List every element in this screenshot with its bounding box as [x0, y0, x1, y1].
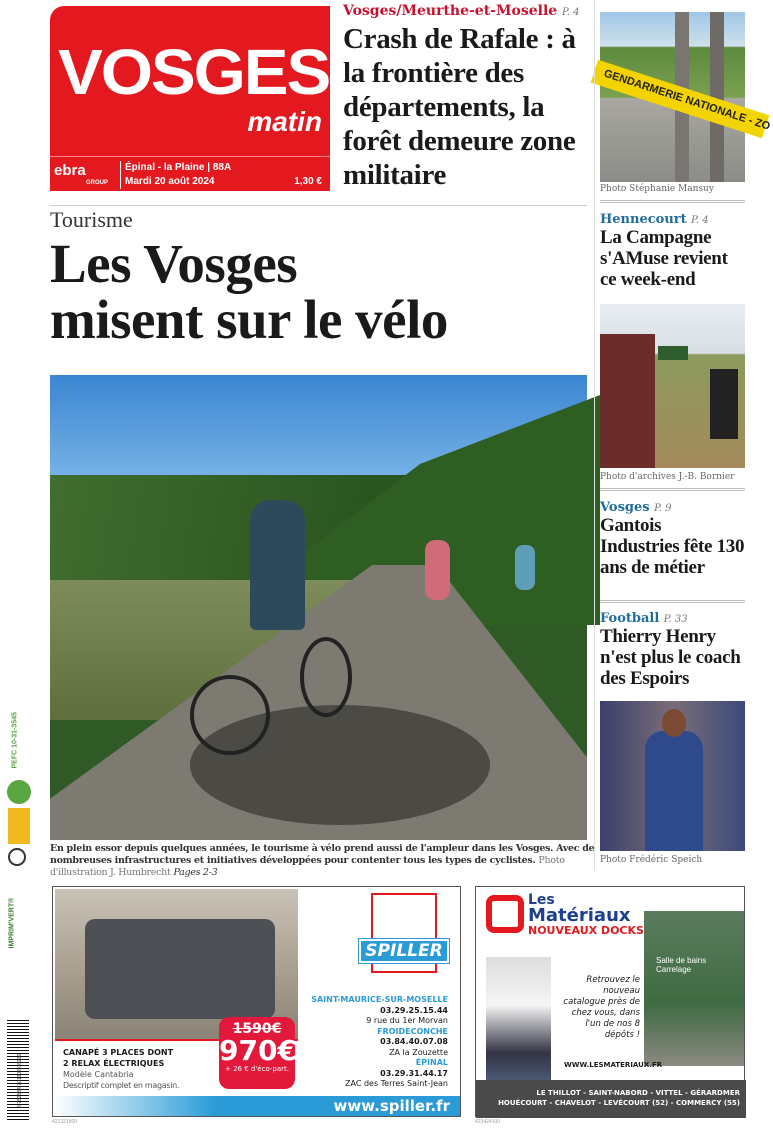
main-kicker: Tourisme — [50, 207, 133, 232]
thierry-henry-photo — [600, 701, 745, 851]
product-desc: CANAPÉ 3 PLACES DONT 2 RELAX ÉLECTRIQUES Modèle Cantabria Descriptif complet en magasin. — [63, 1048, 180, 1090]
materiaux-url[interactable]: WWW.LESMATERIAUX.FR — [564, 1061, 663, 1069]
spiller-brand: SPILLER — [359, 939, 449, 963]
pefc-label: PEFC 10-31-3545 — [11, 712, 19, 769]
ad-ref: 423424100 — [475, 1119, 501, 1125]
pefc-icon — [7, 780, 31, 804]
edition: Épinal - la Plaine | 88A — [125, 162, 232, 173]
side-photo-credit: Photo Frédéric Speich — [600, 855, 703, 865]
top-photo-credit: Photo Stéphanie Mansuy — [600, 184, 714, 194]
recycle-icon — [8, 848, 26, 866]
date: Mardi 20 août 2024 — [125, 176, 215, 187]
tape-text: GENDARMERIE NATIONALE - ZO — [591, 60, 770, 138]
main-caption: En plein essor depuis quelques années, le tourisme à vélo prend aussi de l'ampleur dans les Vosges. Avec de nombreuses infrastructures et initiatives développées pour contenter tous les types de cyclistes. Photo d'illustration J. Humbrecht Pages 2-3 — [50, 843, 595, 878]
materiaux-text: Retrouvez le nouveau catalogue près de chez vous, dans l'un de nos 8 dépôts ! — [563, 975, 640, 1040]
side-headline[interactable]: La Campagne s'AMuse revient ce week-end — [600, 227, 728, 290]
side-column — [600, 200, 745, 865]
side-headline[interactable]: Gantois Industries fête 130 ans de métier — [600, 515, 745, 578]
logo-sub: matin — [247, 106, 322, 137]
materiaux-brand: Les Matériaux NOUVEAUX DOCKS — [528, 892, 644, 937]
catalog-cover: Salle de bains Carrelage — [644, 911, 744, 1066]
barcode-number: 3 782584 701302 08200 — [17, 1053, 23, 1108]
main-headline[interactable]: Les Vosges misent sur le vélo — [50, 233, 448, 350]
masthead-logo — [50, 6, 330, 191]
edition-info — [120, 161, 231, 189]
print-label-icon — [8, 808, 30, 844]
tractor-photo — [600, 304, 745, 468]
store-list: SAINT-MAURICE-SUR-MOSELLE 03.29.25.15.44 9 rue du 1er Morvan FROIDECONCHE 03.84.40.07.08 ZA la Zouzette ÉPINAL 03.29.31.44.17 ZAC des Terres Saint-Jean — [311, 995, 448, 1088]
side-kicker: Hennecourt P. 4 — [600, 212, 709, 227]
side-kicker: Vosges P. 9 — [600, 500, 672, 515]
spiller-url[interactable]: www.spiller.fr — [53, 1096, 460, 1116]
top-headline[interactable]: Crash de Rafale : à la frontière des départements, la forêt demeure zone militaire — [343, 23, 576, 191]
group-logo-sub: GROUP — [86, 180, 109, 186]
top-story-photo — [600, 12, 772, 182]
ad-ref: 421321900 — [52, 1119, 78, 1125]
group-logo: ebra — [54, 162, 86, 179]
spiller-ad[interactable] — [52, 886, 461, 1117]
logo-name: VOSGES — [58, 36, 330, 108]
materiaux-ad[interactable] — [475, 886, 745, 1117]
main-photo-cyclists — [50, 375, 587, 840]
price: 1,30 € — [294, 176, 322, 187]
imprim-vert-label: IMPRIM'VERT® — [8, 897, 16, 949]
side-photo-credit: Photo d'archives J.-B. Bornier — [600, 472, 735, 482]
towns-bar: LE THILLOT - SAINT-NABORD - VITTEL - GÉRARDMER HOUÉCOURT - CHAVELOT - LEVÉCOURT (52) - COMMERCY (55) — [476, 1080, 746, 1118]
materiaux-logo-icon — [486, 895, 524, 933]
side-kicker: Football P. 33 — [600, 611, 688, 626]
side-headline[interactable]: Thierry Henry n'est plus le coach des Espoirs — [600, 626, 741, 689]
price-badge: 1590€ 970€ + 26 € d'éco-part. — [219, 1017, 295, 1089]
top-kicker: Vosges/Meurthe-et-Moselle P. 4 — [343, 3, 580, 19]
